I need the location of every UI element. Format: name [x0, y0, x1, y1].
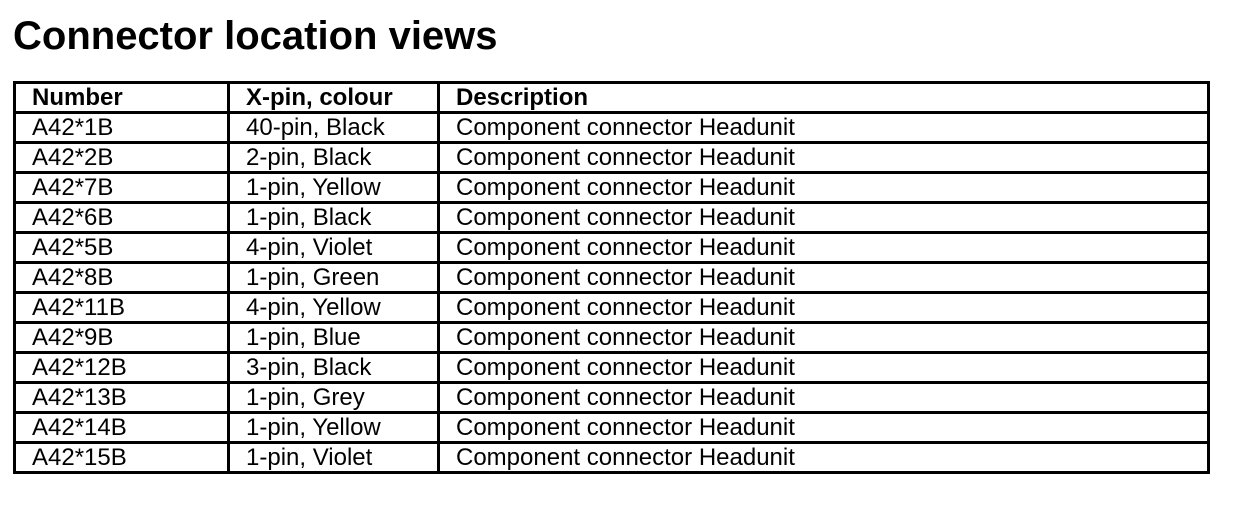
cell-number: A42*14B: [15, 413, 229, 443]
connector-table: [13, 81, 1210, 474]
cell-pin-colour: 1-pin, Black: [229, 203, 439, 233]
cell-number: A42*11B: [15, 293, 229, 323]
table-row: [15, 233, 1209, 263]
table-header-row: [15, 83, 1209, 113]
cell-description: Component connector Headunit: [439, 323, 1209, 353]
cell-description: Component connector Headunit: [439, 293, 1209, 323]
cell-pin-colour: 1-pin, Yellow: [229, 413, 439, 443]
cell-number: A42*9B: [15, 323, 229, 353]
cell-description: Component connector Headunit: [439, 353, 1209, 383]
cell-description: Component connector Headunit: [439, 173, 1209, 203]
table-row: [15, 263, 1209, 293]
cell-number: A42*13B: [15, 383, 229, 413]
column-header-pin-colour: X-pin, colour: [229, 83, 439, 113]
page-title: Connector location views: [13, 14, 498, 58]
cell-pin-colour: 1-pin, Violet: [229, 443, 439, 473]
cell-number: A42*2B: [15, 143, 229, 173]
cell-description: Component connector Headunit: [439, 263, 1209, 293]
cell-number: A42*5B: [15, 233, 229, 263]
table-row: [15, 143, 1209, 173]
cell-pin-colour: 4-pin, Violet: [229, 233, 439, 263]
table-row: [15, 383, 1209, 413]
table-row: [15, 413, 1209, 443]
cell-pin-colour: 40-pin, Black: [229, 113, 439, 143]
column-header-description: Description: [439, 83, 1209, 113]
cell-description: Component connector Headunit: [439, 143, 1209, 173]
cell-pin-colour: 1-pin, Blue: [229, 323, 439, 353]
table-row: [15, 203, 1209, 233]
table-row: [15, 113, 1209, 143]
cell-description: Component connector Headunit: [439, 383, 1209, 413]
cell-description: Component connector Headunit: [439, 443, 1209, 473]
cell-pin-colour: 1-pin, Grey: [229, 383, 439, 413]
table-row: [15, 353, 1209, 383]
cell-number: A42*12B: [15, 353, 229, 383]
cell-description: Component connector Headunit: [439, 233, 1209, 263]
cell-pin-colour: 3-pin, Black: [229, 353, 439, 383]
table-row: [15, 443, 1209, 473]
cell-number: A42*8B: [15, 263, 229, 293]
cell-pin-colour: 2-pin, Black: [229, 143, 439, 173]
cell-pin-colour: 1-pin, Yellow: [229, 173, 439, 203]
column-header-number: Number: [15, 83, 229, 113]
table-row: [15, 293, 1209, 323]
cell-number: A42*15B: [15, 443, 229, 473]
cell-description: Component connector Headunit: [439, 113, 1209, 143]
table-body: [15, 113, 1209, 473]
cell-description: Component connector Headunit: [439, 413, 1209, 443]
cell-number: A42*6B: [15, 203, 229, 233]
table-row: [15, 323, 1209, 353]
cell-number: A42*1B: [15, 113, 229, 143]
cell-pin-colour: 4-pin, Yellow: [229, 293, 439, 323]
table-row: [15, 173, 1209, 203]
cell-pin-colour: 1-pin, Green: [229, 263, 439, 293]
cell-number: A42*7B: [15, 173, 229, 203]
cell-description: Component connector Headunit: [439, 203, 1209, 233]
